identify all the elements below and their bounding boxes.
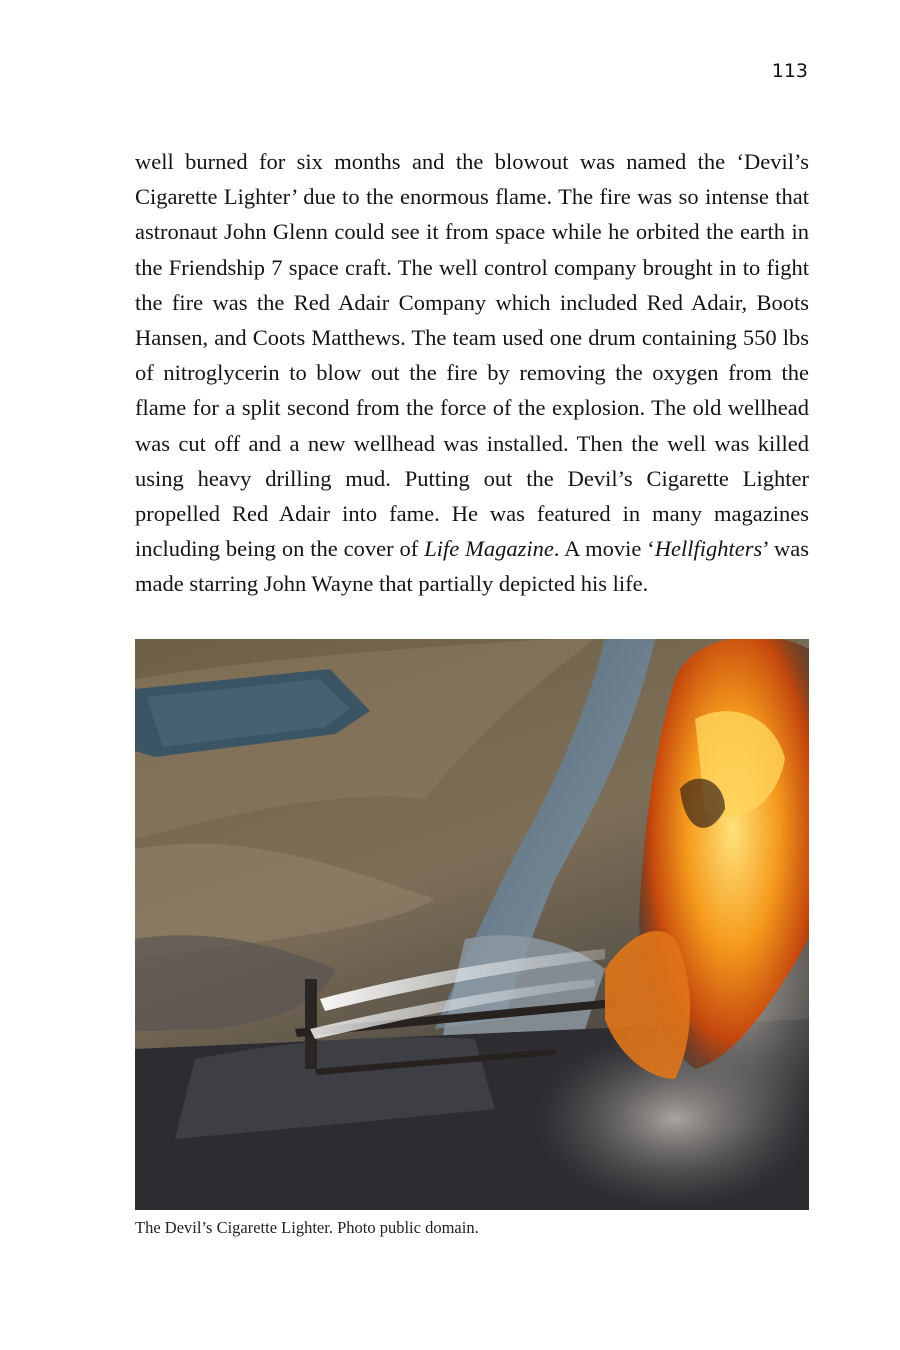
paragraph-text-2: . A movie ‘ bbox=[553, 536, 655, 562]
body-paragraph bbox=[135, 144, 809, 602]
paragraph-text-3: ’ was made starring John Wayne that partially depicted his life. bbox=[135, 536, 809, 597]
paragraph-text-1: well burned for six months and the blowout was named the ‘Devil’s Cigarette Lighter’ due to the enormous flame. The fire was so intense that astronaut John Glenn could see it from space while he orbited the earth in the Friendship 7 space craft. The well control company brought in to fight the fire was the Red Adair Company which included Red Adair, Boots Hansen, and Coots Matthews. The team used one drum containing 550 lbs of nitroglycerin to blow out the fire by removing the oxygen from the flame for a split second from the force of the explosion. The old wellhead was cut off and a new wellhead was installed. Then the well was killed using heavy drilling mud. Putting out the Devil’s Cigarette Lighter propelled Red Adair into fame. He was featured in many magazines including being on the cover of bbox=[135, 149, 809, 562]
page-number: 113 bbox=[771, 60, 808, 82]
photo-caption: The Devil’s Cigarette Lighter. Photo public domain. bbox=[135, 1218, 479, 1237]
magazine-title: Life Magazine bbox=[424, 536, 554, 562]
fire-photo bbox=[135, 639, 809, 1210]
movie-title: Hellfighters bbox=[654, 536, 763, 562]
